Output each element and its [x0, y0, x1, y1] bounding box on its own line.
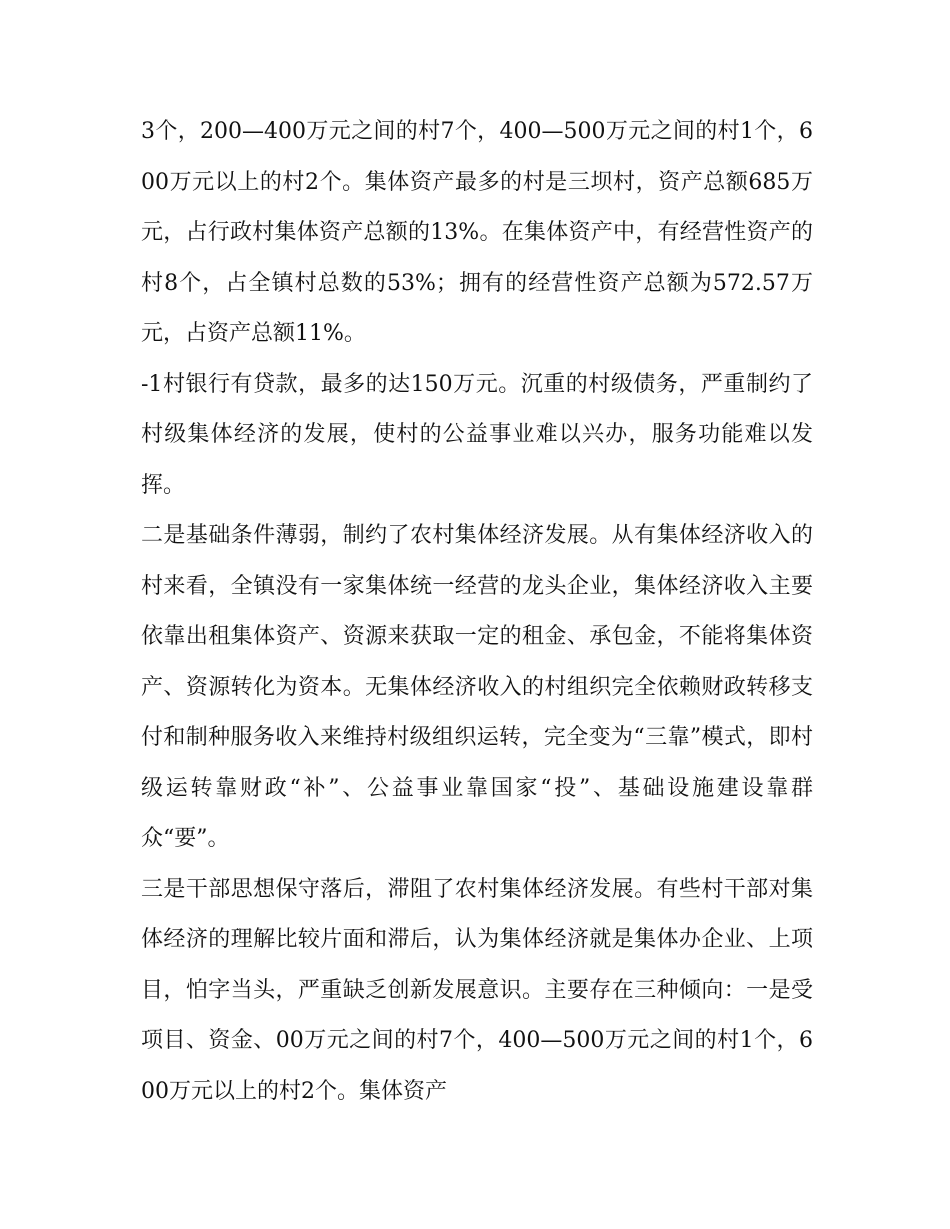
paragraph-cadre-thinking: 三是干部思想保守落后，滞阻了农村集体经济发展。有些村干部对集体经济的理解比较片面和滞后，认为集体经济就是集体办企业、上项目，怕字当头，严重缺乏创新发展意识。主要存在三种倾向：一是受项目、资金、00万元之间的村7个，400—500万元之间的村1个，600万元以上的村2个。集体资产 — [141, 876, 813, 1104]
paragraph-weak-foundation: 二是基础条件薄弱，制约了农村集体经济发展。从有集体经济收入的村来看，全镇没有一家集体统一经营的龙头企业，集体经济收入主要依靠出租集体资产、资源来获取一定的租金、承包金，不能将集体资产、资源转化为资本。无集体经济收入的村组织完全依赖财政转移支付和制种服务收入来维持村级组织运转，完全变为“三靠”模式，即村级运转靠财政“补”、公益事业靠国家“投”、基础设施建设靠群众“要”。 — [141, 523, 813, 851]
paragraph-assets-summary: 3个，200—400万元之间的村7个，400—500万元之间的村1个，600万元以上的村2个。集体资产最多的村是三坝村，资产总额685万元，占行政村集体资产总额的13%。在集体资产中，有经营性资产的村8个，占全镇村总数的53%；拥有的经营性资产总额为572.57万元，占资产总额11%。 — [141, 119, 813, 346]
paragraph-village-debt: -1村银行有贷款，最多的达150万元。沉重的村级债务，严重制约了村级集体经济的发展，使村的公益事业难以兴办，服务功能难以发挥。 — [141, 371, 813, 498]
document-page — [141, 107, 813, 1117]
